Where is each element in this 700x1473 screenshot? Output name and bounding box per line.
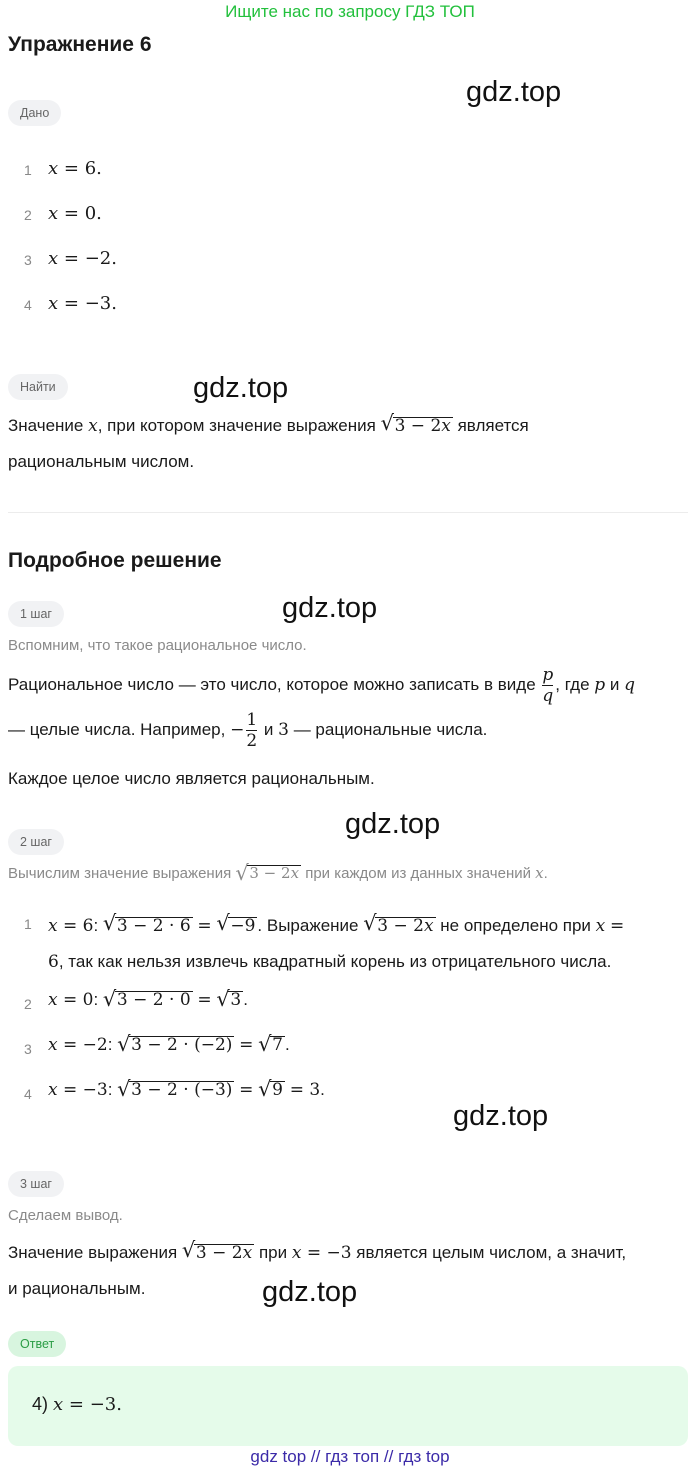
step-badge: 3 шаг <box>8 1171 64 1197</box>
step-hint: Вспомним, что такое рациональное число. <box>8 637 307 654</box>
given-badge: Дано <box>8 100 61 126</box>
step-hint: Вычислим значение выражения √ 3 − 2x при каждом из данных значений x. <box>8 864 548 882</box>
step-badge: 2 шаг <box>8 829 64 855</box>
answer-text: 4) x = −3. <box>32 1394 122 1415</box>
step-text: — целые числа. Например, − $\frac{1}{2}$ и 3 — рациональные числа. <box>8 710 488 752</box>
watermark: gdz.top <box>282 592 378 624</box>
watermark: gdz.top <box>193 372 289 404</box>
divider <box>8 512 688 513</box>
find-badge: Найти <box>8 374 68 400</box>
watermark: gdz.top <box>262 1276 358 1308</box>
step-text: Рациональное число — это число, которое можно записать в виде $\frac{p}{q}$ , где p и q <box>8 665 636 706</box>
watermark: gdz.top <box>466 76 562 108</box>
answer-badge: Ответ <box>8 1331 66 1357</box>
given-item: 3 x = −2. <box>24 248 117 269</box>
top-banner: Ищите нас по запросу ГДЗ ТОП <box>225 2 475 21</box>
footer-links[interactable]: gdz top // гдз топ // гдз top <box>250 1447 450 1466</box>
given-item: 1 x = 6. <box>24 158 102 179</box>
given-item: 2 x = 0. <box>24 203 102 224</box>
watermark: gdz.top <box>453 1100 549 1132</box>
solution-title: Подробное решение <box>8 549 222 572</box>
solution-item: 1 x = 6: √ 3 − 2 · 6 = √ −9 . Выражение √ 3 − 2x не определено при x = 6, так как нельзя извлечь квадратный корень из отрицательного числа. <box>0 908 700 978</box>
solution-item: 2 x = 0: √ 3 − 2 · 0 = √ 3 . <box>0 990 700 1018</box>
given-item: 4 x = −3. <box>24 293 117 314</box>
step-hint: Сделаем вывод. <box>8 1207 123 1224</box>
step-text: Каждое целое число является рациональным. <box>8 769 375 788</box>
solution-item: 4 x = −3: √ 3 − 2 · (−3) = √ 9 = 3. <box>0 1080 700 1108</box>
step-badge: 1 шаг <box>8 601 64 627</box>
watermark: gdz.top <box>345 808 441 840</box>
find-text: Значение x, при котором значение выражения √ 3 − 2x является рациональным числом. <box>8 408 688 480</box>
step-text: Значение выражения √ 3 − 2x при x = −3 является целым числом, а значит, и рациональным. <box>8 1235 688 1307</box>
page-title: Упражнение 6 <box>8 33 152 56</box>
solution-item: 3 x = −2: √ 3 − 2 · (−2) = √ 7 . <box>0 1035 700 1063</box>
